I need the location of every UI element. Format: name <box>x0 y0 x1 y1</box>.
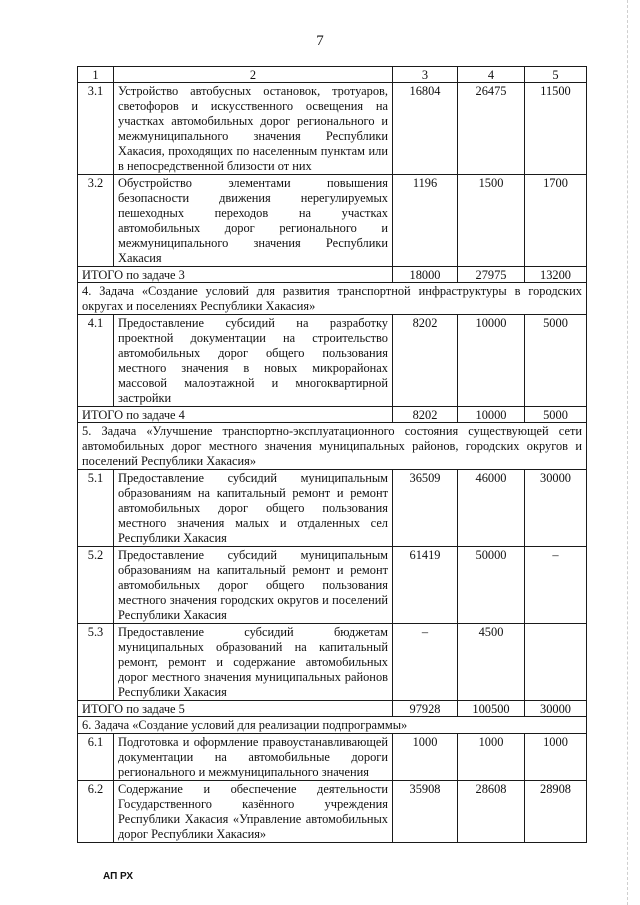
value-col-3: 36509 <box>393 470 458 547</box>
value-col-3: 1196 <box>393 175 458 267</box>
value-col-3: 35908 <box>393 781 458 843</box>
value-col-5: 11500 <box>525 83 587 175</box>
row-number: 5.1 <box>78 470 114 547</box>
row-description: Предоставление субсидий муниципальным образованиям на капитальный ремонт и ремонт автомобильных дорог общего пользования местного значения городских округов и поселений Республики Хакасия <box>114 547 393 624</box>
total-col-5: 30000 <box>525 701 587 717</box>
total-col-5: 13200 <box>525 267 587 283</box>
value-col-4: 1500 <box>458 175 525 267</box>
row-description: Подготовка и оформление правоустанавливающей документации на автомобильные дороги регионального и межмуниципального значения <box>114 734 393 781</box>
row-description: Содержание и обеспечение деятельности Государственного казённого учреждения Республики Хакасия «Управление автомобильных дорог Республики Хакасия» <box>114 781 393 843</box>
header-cell-5: 5 <box>525 67 587 83</box>
task-heading: 5. Задача «Улучшение транспортно-эксплуатационного состояния существующей сети автомобильных дорог местного значения муниципальных районов, городских округов и поселений Республики Хакасия» <box>78 423 587 470</box>
total-col-3: 97928 <box>393 701 458 717</box>
budget-table <box>77 66 587 843</box>
row-description: Предоставление субсидий муниципальным образованиям на капитальный ремонт и ремонт автомобильных дорог общего пользования местного значения малых и отдаленных сел Республики Хакасия <box>114 470 393 547</box>
value-col-5: 1700 <box>525 175 587 267</box>
value-col-3: – <box>393 624 458 701</box>
row-number: 5.2 <box>78 547 114 624</box>
value-col-3: 8202 <box>393 315 458 407</box>
value-col-4: 4500 <box>458 624 525 701</box>
total-col-5: 5000 <box>525 407 587 423</box>
header-cell-1: 1 <box>78 67 114 83</box>
value-col-3: 1000 <box>393 734 458 781</box>
task-heading: 6. Задача «Создание условий для реализации подпрограммы» <box>78 717 587 734</box>
row-description: Обустройство элементами повышения безопасности движения нерегулируемых пешеходных переходов на участках автомобильных дорог регионального и межмуниципального значения Республики Хакасия <box>114 175 393 267</box>
page-number: 7 <box>316 33 324 49</box>
row-number: 6.1 <box>78 734 114 781</box>
task-heading-row <box>78 423 587 470</box>
table-row <box>78 315 587 407</box>
value-col-5: 28908 <box>525 781 587 843</box>
row-number: 3.1 <box>78 83 114 175</box>
value-col-4: 26475 <box>458 83 525 175</box>
row-number: 4.1 <box>78 315 114 407</box>
value-col-5: 30000 <box>525 470 587 547</box>
row-number: 3.2 <box>78 175 114 267</box>
value-col-3: 61419 <box>393 547 458 624</box>
table-row <box>78 547 587 624</box>
value-col-4: 10000 <box>458 315 525 407</box>
total-col-4: 100500 <box>458 701 525 717</box>
total-label: ИТОГО по задаче 3 <box>78 267 393 283</box>
row-number: 5.3 <box>78 624 114 701</box>
table-row <box>78 734 587 781</box>
row-description: Предоставление субсидий бюджетам муниципальных образований на капитальный ремонт, ремонт и содержание автомобильных дорог местного значения муниципальных районов Республики Хакасия <box>114 624 393 701</box>
footer-stamp: АП РХ <box>103 871 134 882</box>
total-label: ИТОГО по задаче 5 <box>78 701 393 717</box>
value-col-3: 16804 <box>393 83 458 175</box>
table-row <box>78 175 587 267</box>
total-row <box>78 407 587 423</box>
row-description: Предоставление субсидий на разработку проектной документации на строительство автомобильных дорог общего пользования местного значения в новых микрорайонах массовой малоэтажной и многоквартирной застройки <box>114 315 393 407</box>
value-col-4: 46000 <box>458 470 525 547</box>
header-row <box>78 67 587 83</box>
table-row <box>78 624 587 701</box>
value-col-5: 5000 <box>525 315 587 407</box>
row-number: 6.2 <box>78 781 114 843</box>
total-col-4: 10000 <box>458 407 525 423</box>
value-col-4: 28608 <box>458 781 525 843</box>
value-col-5: – <box>525 547 587 624</box>
total-row <box>78 701 587 717</box>
task-heading: 4. Задача «Создание условий для развития транспортной инфраструктуры в городских округах и поселениях Республики Хакасия» <box>78 283 587 315</box>
header-cell-4: 4 <box>458 67 525 83</box>
table-row <box>78 83 587 175</box>
task-heading-row <box>78 283 587 315</box>
total-col-3: 18000 <box>393 267 458 283</box>
scan-margin-line <box>627 0 629 905</box>
value-col-4: 50000 <box>458 547 525 624</box>
table-row <box>78 470 587 547</box>
task-heading-row <box>78 717 587 734</box>
total-label: ИТОГО по задаче 4 <box>78 407 393 423</box>
row-description: Устройство автобусных остановок, тротуаров, светофоров и искусственного освещения на участках автомобильных дорог регионального и межмуниципального значения Республики Хакасия, проходящих по населенным пунктам или в непосредственной близости от них <box>114 83 393 175</box>
table-row <box>78 781 587 843</box>
total-col-4: 27975 <box>458 267 525 283</box>
table-body <box>78 67 587 843</box>
total-col-3: 8202 <box>393 407 458 423</box>
header-cell-2: 2 <box>114 67 393 83</box>
total-row <box>78 267 587 283</box>
value-col-5 <box>525 624 587 701</box>
value-col-4: 1000 <box>458 734 525 781</box>
value-col-5: 1000 <box>525 734 587 781</box>
header-cell-3: 3 <box>393 67 458 83</box>
